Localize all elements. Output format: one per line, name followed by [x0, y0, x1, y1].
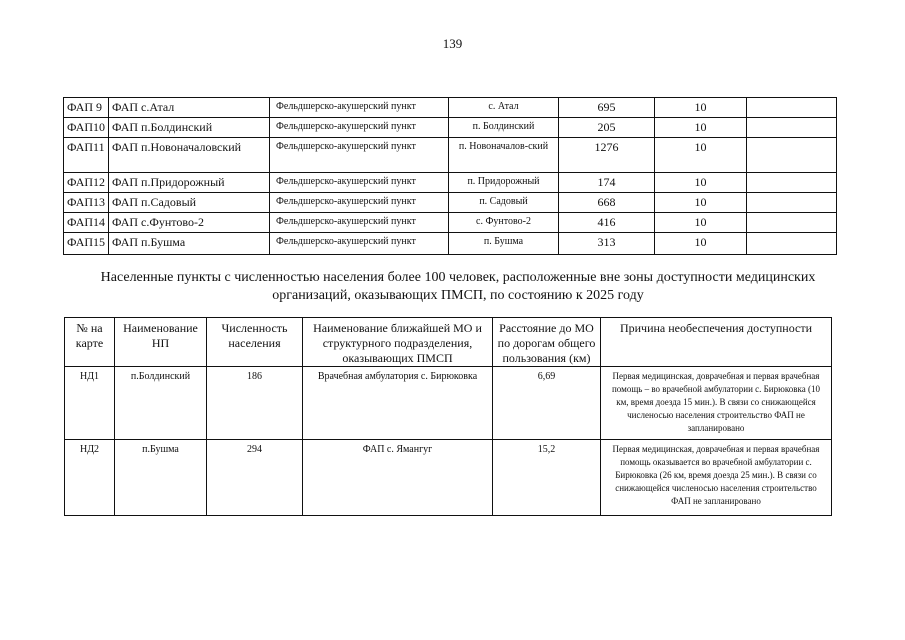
table-row	[65, 440, 832, 516]
fap-locality: с. Фунтово-2	[449, 213, 559, 233]
fap-name: ФАП п.Садовый	[109, 193, 270, 213]
table-row	[64, 173, 837, 193]
np-locality-name: п.Бушма	[115, 440, 207, 516]
fap-value: 10	[655, 233, 747, 255]
fap-locality: с. Атал	[449, 98, 559, 118]
fap-name: ФАП п.Придорожный	[109, 173, 270, 193]
fap-type: Фельдшерско-акушерский пункт	[270, 173, 449, 193]
np-locality-name: п.Болдинский	[115, 367, 207, 440]
fap-population: 205	[559, 118, 655, 138]
np-reason: Первая медицинская, доврачебная и первая врачебная помощь оказывается во врачебной амбулатории с. Бирюковка (26 км, время доезда 25 мин.). В связи со снижающейся численосью населения строительство ФАП не запланировано	[601, 440, 832, 516]
fap-code: ФАП10	[64, 118, 109, 138]
fap-locality: п. Садовый	[449, 193, 559, 213]
header-locality-name: Наименование НП	[115, 318, 207, 367]
fap-code: ФАП14	[64, 213, 109, 233]
fap-empty	[747, 173, 837, 193]
fap-population: 668	[559, 193, 655, 213]
fap-value: 10	[655, 98, 747, 118]
fap-type: Фельдшерско-акушерский пункт	[270, 138, 449, 173]
fap-type: Фельдшерско-акушерский пункт	[270, 193, 449, 213]
fap-type: Фельдшерско-акушерский пункт	[270, 98, 449, 118]
np-distance: 6,69	[493, 367, 601, 440]
fap-locality: п. Бушма	[449, 233, 559, 255]
fap-value: 10	[655, 118, 747, 138]
table-row	[64, 138, 837, 173]
fap-code: ФАП11	[64, 138, 109, 173]
fap-table	[63, 97, 837, 255]
np-map-number: НД1	[65, 367, 115, 440]
section-heading: Населенные пункты с численностью населения более 100 человек, расположенные вне зоны доступности медицинских организаций, оказывающих ПМСП, по состоянию к 2025 году	[100, 270, 816, 303]
fap-name: ФАП п.Бушма	[109, 233, 270, 255]
page-number: 139	[442, 36, 463, 51]
table-row	[64, 193, 837, 213]
fap-type: Фельдшерско-акушерский пункт	[270, 118, 449, 138]
fap-locality: п. Болдинский	[449, 118, 559, 138]
fap-name: ФАП п.Новоначаловский	[109, 138, 270, 173]
fap-locality: п. Придорожный	[449, 173, 559, 193]
np-population: 294	[207, 440, 303, 516]
np-map-number: НД2	[65, 440, 115, 516]
fap-value: 10	[655, 193, 747, 213]
fap-value: 10	[655, 213, 747, 233]
fap-code: ФАП12	[64, 173, 109, 193]
fap-empty	[747, 118, 837, 138]
np-population: 186	[207, 367, 303, 440]
header-distance: Расстояние до МО по дорогам общего пользования (км)	[493, 318, 601, 367]
table-row	[64, 213, 837, 233]
fap-empty	[747, 233, 837, 255]
table-row	[65, 367, 832, 440]
table-row	[64, 233, 837, 255]
localities-table	[64, 317, 832, 516]
fap-population: 695	[559, 98, 655, 118]
header-nearest-mo: Наименование ближайшей МО и структурного подразделения, оказывающих ПМСП	[303, 318, 493, 367]
np-reason: Первая медицинская, доврачебная и первая врачебная помощь – во врачебной амбулатории с. Бирюковка (10 км, время доезда 15 мин.). В связи со снижающейся численосью населения строительство ФАП не запланировано	[601, 367, 832, 440]
fap-population: 416	[559, 213, 655, 233]
fap-code: ФАП 9	[64, 98, 109, 118]
header-population: Численность населения	[207, 318, 303, 367]
fap-code: ФАП15	[64, 233, 109, 255]
np-distance: 15,2	[493, 440, 601, 516]
fap-population: 174	[559, 173, 655, 193]
table-row	[64, 118, 837, 138]
fap-empty	[747, 193, 837, 213]
header-map-number: № на карте	[65, 318, 115, 367]
fap-population: 313	[559, 233, 655, 255]
table-header-row	[65, 318, 832, 367]
fap-code: ФАП13	[64, 193, 109, 213]
fap-name: ФАП п.Болдинский	[109, 118, 270, 138]
fap-empty	[747, 213, 837, 233]
fap-name: ФАП с.Фунтово-2	[109, 213, 270, 233]
fap-type: Фельдшерско-акушерский пункт	[270, 213, 449, 233]
fap-value: 10	[655, 173, 747, 193]
fap-locality: п. Новоначалов-ский	[449, 138, 559, 173]
fap-empty	[747, 98, 837, 118]
fap-value: 10	[655, 138, 747, 173]
header-reason: Причина необеспечения доступности	[601, 318, 832, 367]
table-row	[64, 98, 837, 118]
fap-name: ФАП с.Атал	[109, 98, 270, 118]
np-nearest-mo: Врачебная амбулатория с. Бирюковка	[303, 367, 493, 440]
np-nearest-mo: ФАП с. Ямангуг	[303, 440, 493, 516]
fap-empty	[747, 138, 837, 173]
fap-type: Фельдшерско-акушерский пункт	[270, 233, 449, 255]
fap-population: 1276	[559, 138, 655, 173]
